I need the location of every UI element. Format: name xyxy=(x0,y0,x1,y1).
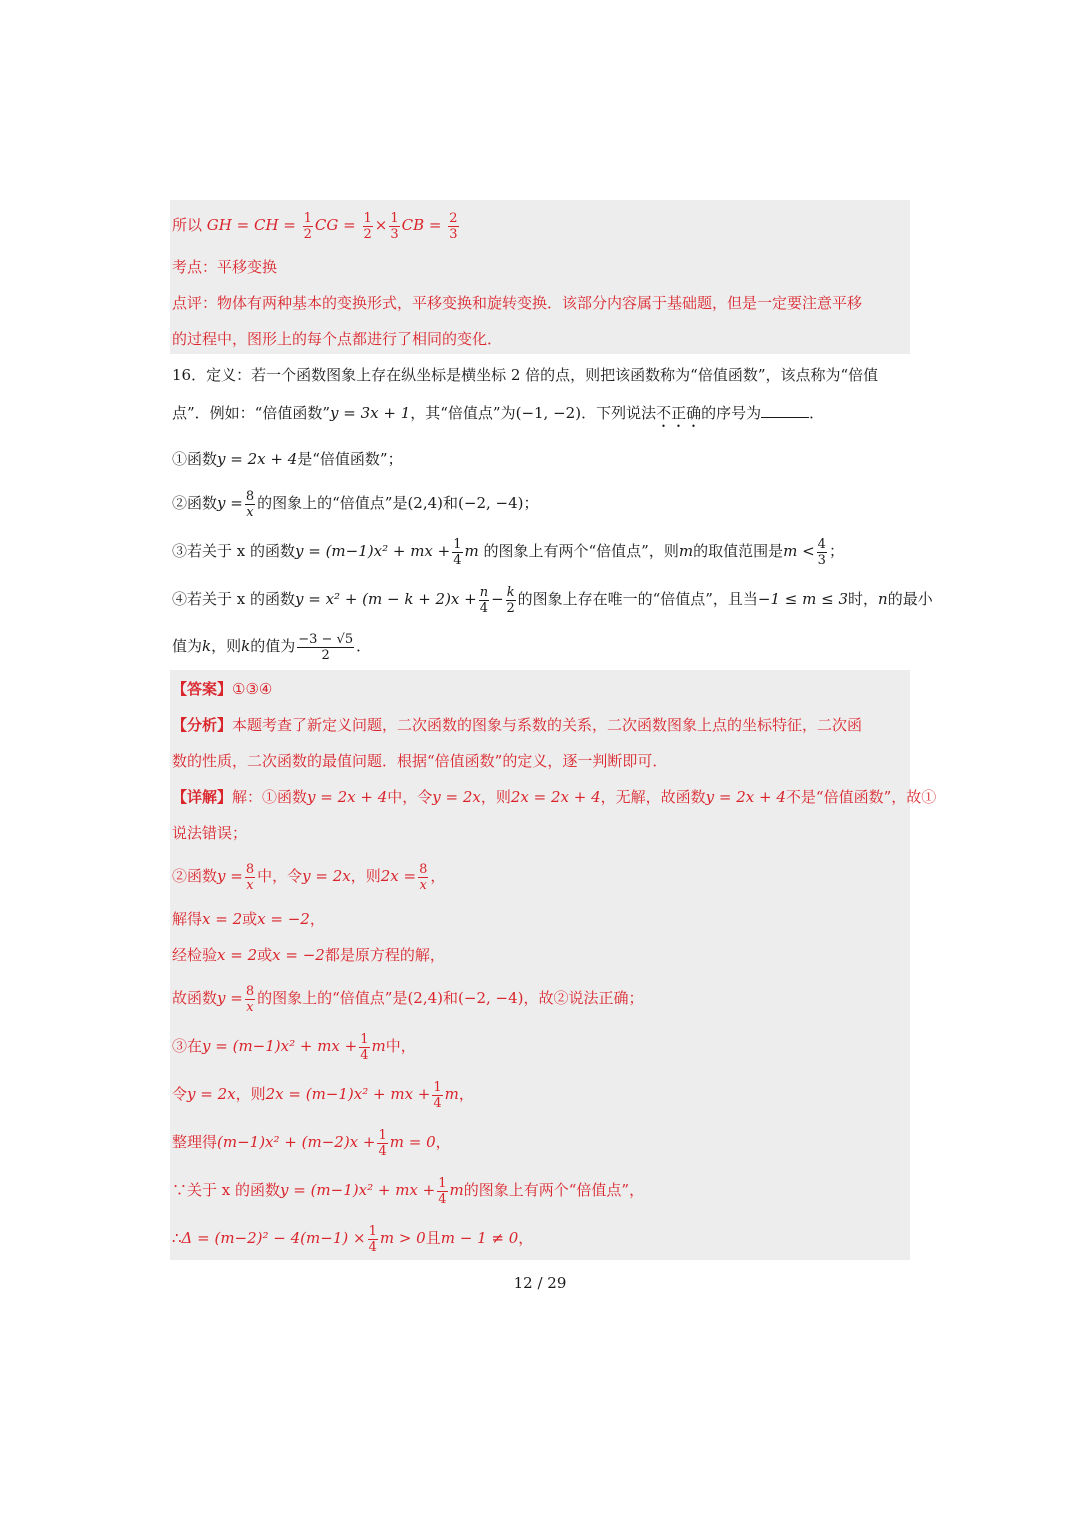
detail-line-3: ②函数y = $\frac{8}{x}$ 中，令y = 2x，则2x = $\frac{8}{x}$ ， xyxy=(172,861,446,893)
statement-3: ③若关于 x 的函数y = (m−1)x² + mx + $\frac{1}{4}$ m 的图象上有两个“倍值点”，则m的取值范围是m < $\frac{4}{3}$ ； xyxy=(172,536,844,568)
dianping-line-2: 的过程中，图形上的每个点都进行了相同的变化． xyxy=(172,330,503,348)
answer-line: 【答案】①③④ xyxy=(172,680,273,698)
detail-line-2: 说法错误； xyxy=(172,824,248,842)
question-16-line-1: 16．定义：若一个函数图象上存在纵坐标是横坐标 2 倍的点，则把该函数称为“倍值函数”，该点称为“倍值 xyxy=(172,366,879,384)
detail-line-8: 令y = 2x，则2x = (m−1)x² + mx + $\frac{1}{4}$ m， xyxy=(172,1079,474,1111)
detail-line-9: 整理得(m−1)x² + (m−2)x + $\frac{1}{4}$ m = 0， xyxy=(172,1127,451,1159)
statement-4: ④若关于 x 的函数y = x² + (m − k + 2)x + $\frac{n}{4}$ − $\frac{k}{2}$ 的图象上存在唯一的“倍值点”，且当−1 ≤ m ≤ 3时，n的最小 xyxy=(172,584,933,616)
statement-4-cont: 值为k，则k的值为 $\frac{-3 - √5}{2}$ ． xyxy=(172,631,372,663)
detail-line-10: ∵关于 x 的函数y = (m−1)x² + mx + $\frac{1}{4}$ m的图象上有两个“倍值点”， xyxy=(172,1175,645,1207)
kaodian-line: 考点：平移变换 xyxy=(172,258,278,276)
detail-line-6: 故函数y = $\frac{8}{x}$ 的图象上的“倍值点”是(2,4)和(−2, −4)，故②说法正确； xyxy=(172,983,644,1015)
statement-1: ①函数y = 2x + 4是“倍值函数”； xyxy=(172,450,403,468)
detail-line-4: 解得x = 2或x = −2， xyxy=(172,910,325,928)
analysis-line-2: 数的性质，二次函数的最值问题．根据“倍值函数”的定义，逐一判断即可． xyxy=(172,752,668,770)
detail-line-7: ③在y = (m−1)x² + mx + $\frac{1}{4}$ m中， xyxy=(172,1031,416,1063)
previous-result-line: 所以 GH = CH = $\frac{1}{2}$ CG = $\frac{1}{2}$ × $\frac{1}{3}$ CB = $\frac{2}{3}$ xyxy=(172,210,458,242)
analysis-line-1: 【分析】本题考查了新定义问题，二次函数的图象与系数的关系，二次函数图象上点的坐标特征，二次函 xyxy=(172,716,863,734)
statement-2: ②函数y = $\frac{8}{x}$ 的图象上的“倍值点”是(2,4)和(−2, −4)； xyxy=(172,488,539,520)
page-number: 12 / 29 xyxy=(513,1274,567,1292)
detail-line-11: ∴Δ = (m−2)² − 4(m−1) × $\frac{1}{4}$ m > 0且m − 1 ≠ 0， xyxy=(172,1223,534,1255)
detail-line-1: 【详解】解：①函数y = 2x + 4中，令y = 2x，则2x = 2x + 4，无解，故函数y = 2x + 4不是“倍值函数”，故① xyxy=(172,788,937,806)
detail-line-5: 经检验x = 2或x = −2都是原方程的解， xyxy=(172,946,445,964)
question-16-line-2: 点”．例如：“倍值函数”y = 3x + 1，其“倍值点”为(−1, −2)．下列说法不正确的序号为 ． xyxy=(172,404,825,422)
answer-blank xyxy=(761,403,809,418)
dianping-line-1: 点评：物体有两种基本的变换形式，平移变换和旋转变换．该部分内容属于基础题，但是一定要注意平移 xyxy=(172,294,863,312)
